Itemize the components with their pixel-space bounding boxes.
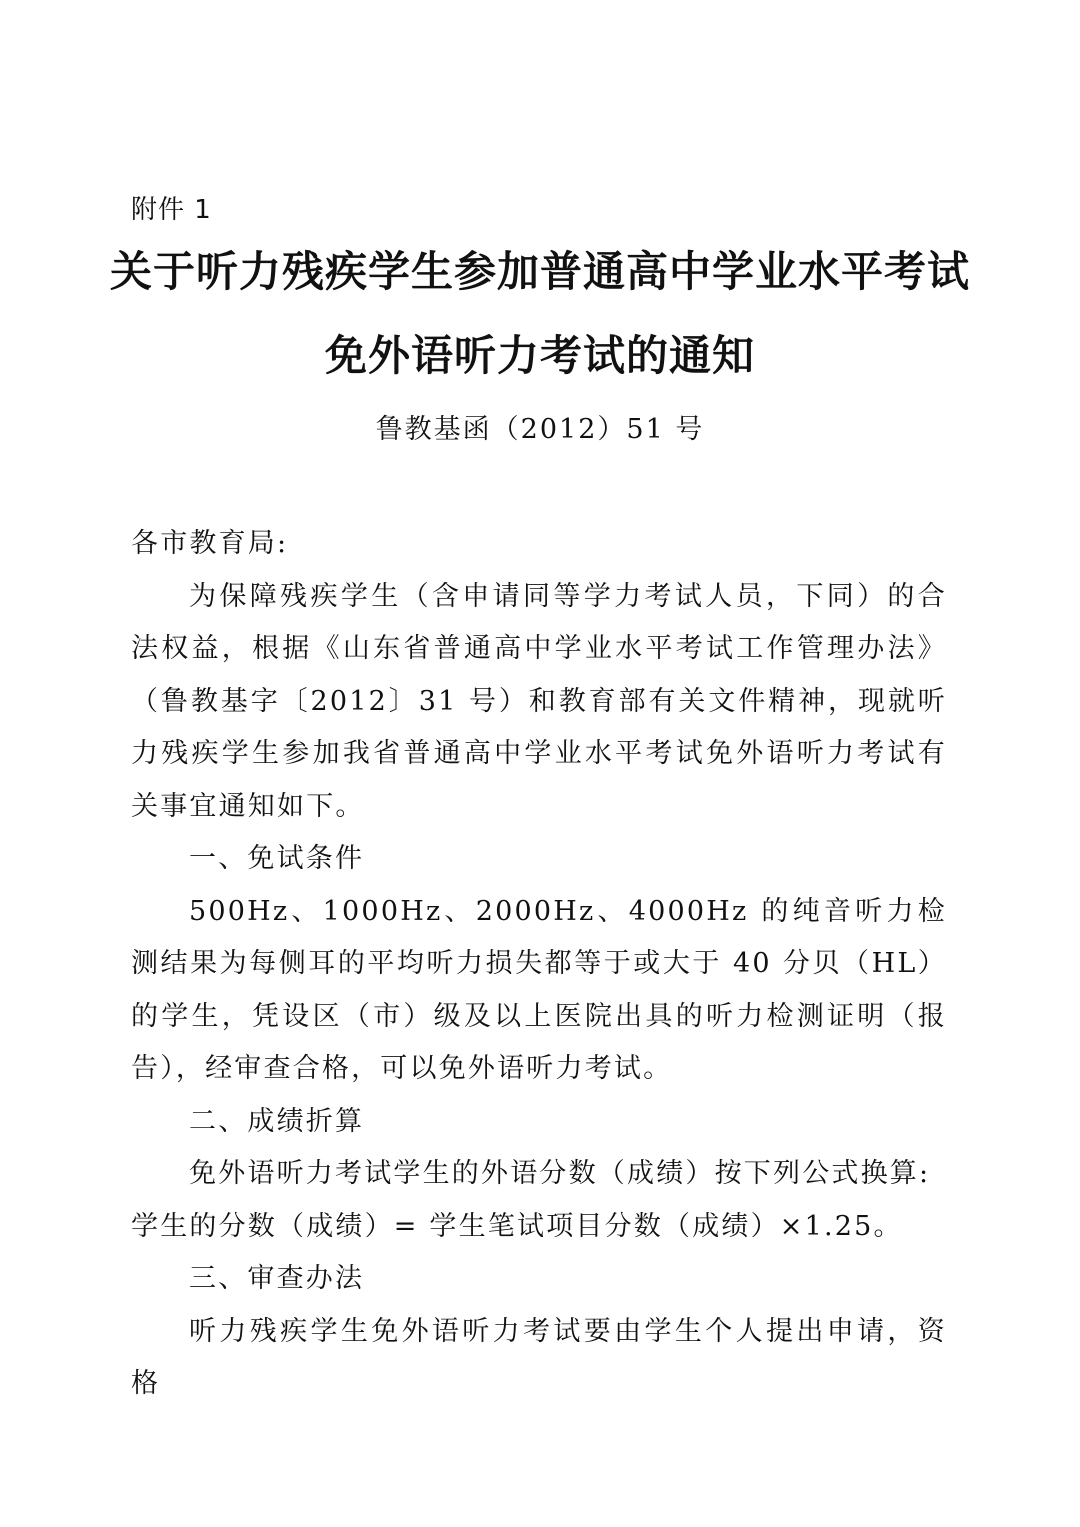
section-heading-score-conversion: 二、成绩折算	[189, 1105, 365, 1137]
section-paragraph-formula-intro: 免外语听力考试学生的外语分数（成绩）按下列公式换算:	[189, 1158, 931, 1189]
section-paragraph-exemption: 500Hz、1000Hz、2000Hz、4000Hz 的纯音听力检测结果为每侧耳的平均听力损失都等于或大于 40 分贝（HL）的学生，凭设区（市）级及以上医院出具的听力检测证明（报告），经审查合格，可以免外语听力考试。	[131, 895, 947, 1084]
section-paragraph-formula: 学生的分数（成绩）= 学生笔试项目分数（成绩）×1.25。	[131, 1210, 903, 1242]
section-heading-review: 三、审查办法	[189, 1263, 365, 1294]
section-heading-exemption: 一、免试条件	[189, 843, 365, 874]
document-body	[131, 518, 947, 1411]
salutation: 各市教育局:	[131, 528, 289, 559]
intro-paragraph: 为保障残疾学生（含申请同等学力考试人员，下同）的合法权益，根据《山东省普通高中学业水平考试工作管理办法》（鲁教基字〔2012〕31 号）和教育部有关文件精神，现就听力残疾学生参加我省普通高中学业水平考试免外语听力考试有关事宜通知如下。	[131, 580, 947, 822]
document-number: 鲁教基函（2012）51 号	[375, 414, 705, 445]
document-title-line-2: 免外语听力考试的通知	[324, 331, 755, 380]
attachment-label: 附件 1	[131, 195, 212, 225]
section-paragraph-review: 听力残疾学生免外语听力考试要由学生个人提出申请，资格	[131, 1315, 947, 1399]
document-title-line-1: 关于听力残疾学生参加普通高中学业水平考试	[109, 247, 970, 296]
